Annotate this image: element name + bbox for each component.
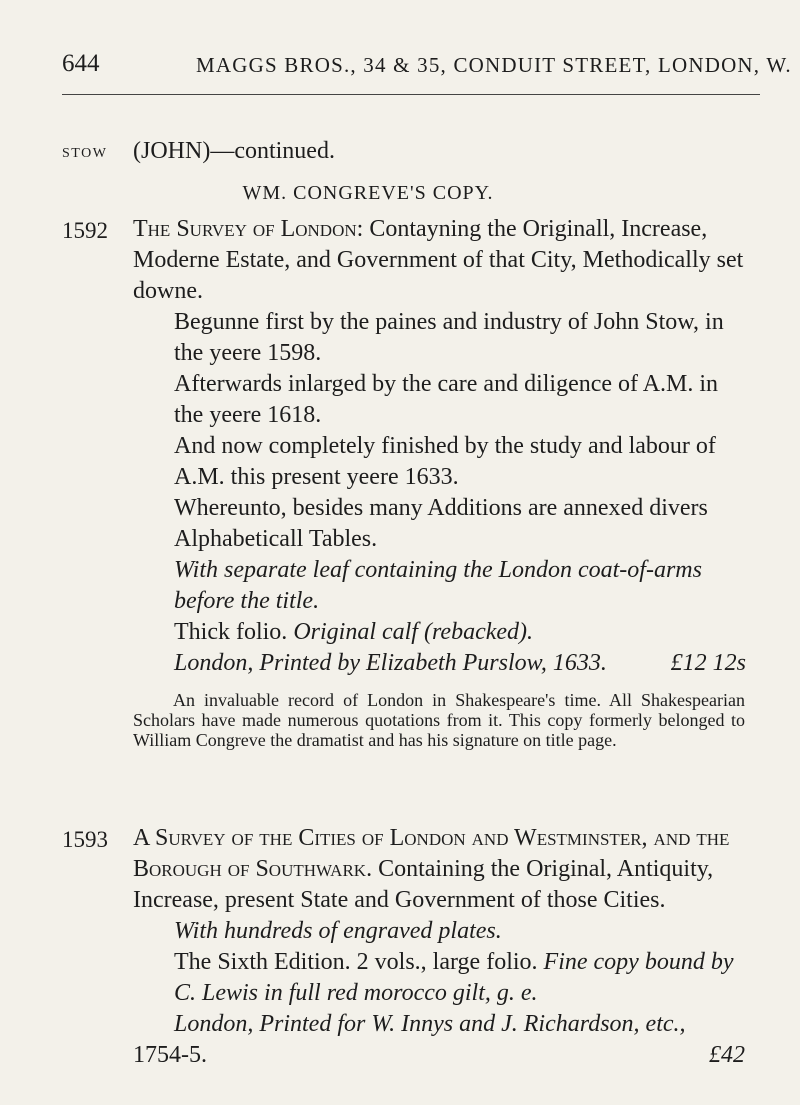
lot-1593-title: [133, 823, 745, 916]
lot-1592-para-1: Begunne first by the paines and industry of John Stow, in the yeere 1598.: [174, 309, 724, 366]
lot-1593-title-caps: A Survey of the Cities of London and Westminster, and the Borough of Southwark.: [133, 825, 730, 882]
lot-1592-para-2: Afterwards inlarged by the care and diligence of A.M. in the yeere 1618.: [174, 371, 719, 428]
lot-1592-para-5: With separate leaf containing the London coat-of-arms before the title.: [174, 557, 702, 614]
lot-1593-imprint: London, Printed for W. Innys and J. Richardson, etc.,: [174, 1011, 686, 1037]
section-title: [133, 136, 745, 167]
lot-1592-format-italic: Original calf (rebacked).: [293, 619, 534, 645]
lot-1592-title-caps: The Survey of London:: [133, 216, 364, 242]
margin-label-author: stow: [62, 140, 108, 162]
lot-1592-format-plain: Thick folio.: [174, 619, 288, 645]
page-number: 644: [62, 50, 100, 77]
lot-1592-title: [133, 214, 745, 307]
lot-1593-year-line: [133, 1040, 745, 1071]
lot-1592-note: An invaluable record of London in Shakespeare's time. All Shakespearian Scholars have made numerous quotations from it. This copy formerly belonged to William Congreve the dramatist and has his signature on title page.: [133, 690, 745, 750]
header-rule: [62, 94, 760, 95]
running-head: MAGGS BROS., 34 & 35, CONDUIT STREET, LONDON, W.: [196, 53, 792, 77]
lot-1593-para-2-italic: Fine copy bound by C. Lewis in full red morocco gilt, g. e.: [174, 949, 734, 1006]
lot-1592-para-4: Whereunto, besides many Additions are annexed divers Alphabeticall Tables.: [174, 495, 708, 552]
lot-1593-para-2: [174, 947, 746, 1009]
lot-1592-para-3: And now completely finished by the study and labour of A.M. this present yeere 1633.: [174, 433, 716, 490]
lot-1592-format: [174, 617, 746, 648]
lot-1593-price: £42: [709, 1042, 745, 1068]
lot-1592-title-rest: Contayning the Originall, Increase, Moderne Estate, and Government of that City, Methodically set downe.: [133, 216, 744, 304]
lot-1592-imprint: London, Printed by Elizabeth Purslow, 1633.: [174, 650, 607, 676]
lot-1593-year: 1754-5.: [133, 1042, 207, 1068]
section-subheading: WM. CONGREVE'S COPY.: [242, 182, 494, 204]
lot-number-1593: 1593: [62, 827, 108, 852]
lot-1593-title-rest: Containing the Original, Antiquity, Increase, present State and Government of those Cities.: [133, 856, 714, 913]
page-header: [62, 50, 792, 80]
lot-1593-para-2-plain: The Sixth Edition. 2 vols., large folio.: [174, 949, 538, 975]
lot-1592-imprint-line: [174, 648, 746, 679]
lot-1592-price: £12 12s: [670, 650, 746, 676]
lot-number-1592: 1592: [62, 218, 108, 243]
section-title-text: (JOHN)—continued.: [133, 138, 335, 164]
lot-1593-para-1: With hundreds of engraved plates.: [174, 918, 502, 944]
